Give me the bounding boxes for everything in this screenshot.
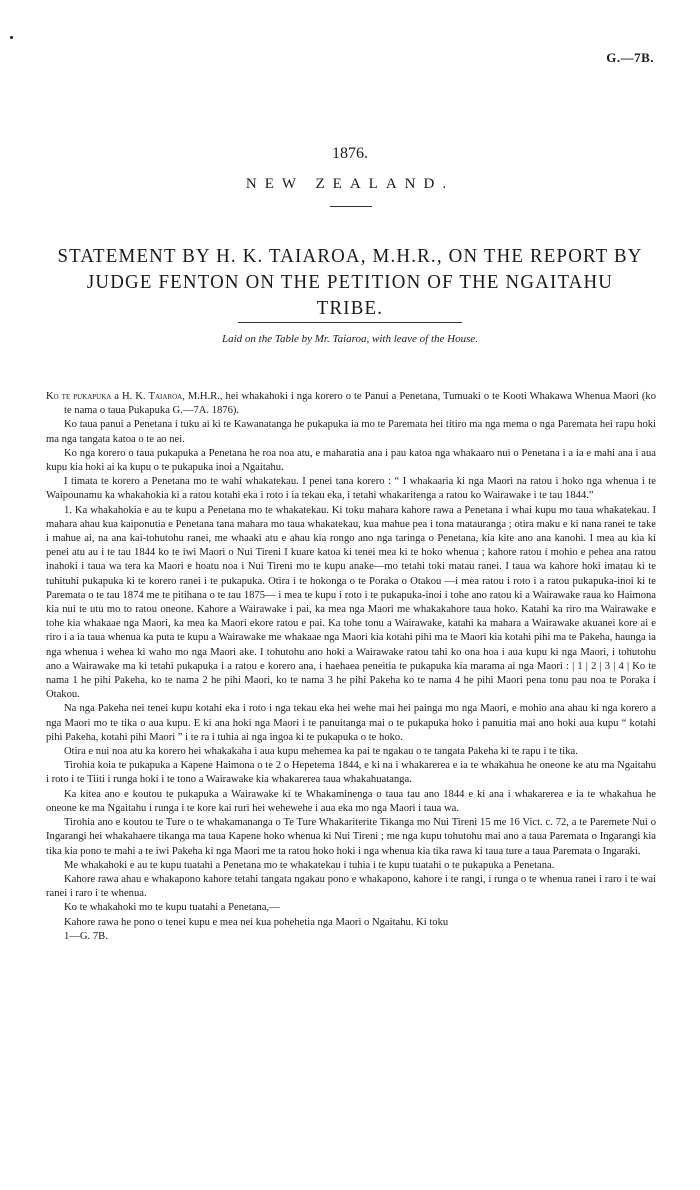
title-line-2: JUDGE FENTON ON THE PETITION OF THE NGAITAHU TRIBE. [86,271,614,319]
paragraph: Na nga Pakeha nei tenei kupu kotahi eka i roto i nga tekau eka hei wehe mai hei painga mo nga Maori, e mohio ana ahau ki nga korero a nga Maori mo te tika o aua kupu. E ki ana hoki nga Maori i te panuitanga mai o te pukapuka hoko i panuitia mai ano hoki aua kupu “ kotahi pihi Pakeha, kotahi pihi Maori ” i te ra i tuhia ai nga ingoa ki te pukapuka o te hoko. [46,703,656,743]
paragraph: Kahore rawa ahau e whakapono kahore tetahi tangata ngakau pono e whakapono, kahore i te rangi, i runga o te whenua ranei i raro i te wai ranei i raro i te whenua. [46,873,656,900]
paragraph: Ko taua panui a Penetana i tuku ai ki te Kawanatanga he pukapuka ia mo te Paremata hei titiro ma nga mema o nga Paremata hei rapu hoki ma nga tangata katoa o te ao nei. [46,419,656,445]
document-body [46,390,656,944]
paragraph: Tirohia ano e koutou te Ture o te whakamananga o Te Ture Whakariterite Tikanga mo Nui Tireni 15 me 16 Vict. c. 72, a te Paremete Nui o Ingarangi hei whakahaere tikanga ma taua Kapene hoko whenua ki Nui Tireni ; me nga kupu tohutohu mai ano a taua Paremata o Ingarangi kia tika kia pono te mahi a te iwi Pakeha ki nga Maori me ta ratou hoko hoki i nga whenua kia tika rawa ki taua ture a taua Paremata o Ingaraki. [46,817,656,857]
paragraph: Kahore rawa he pono o tenei kupu e mea nei kua pohehetia nga Maori o Ngaitahu. Ki toku [64,916,449,928]
paragraph: I timata te korero a Penetana mo te wahi whakatekau. I penei tana korero : “ I whakaaria ki nga Maori na ratou i hoko nga whenua i te Waipounamu ka whakahokia ki a ratou kotahi eka i roto i ia tekau eka, i tetahi whakaritenga a ratou ko Wairawake i te tau 1844.” [46,476,656,502]
intro-rest: , M.H.R., hei whakahoki i nga korero o te Panui a Penetana, Tumuaki o te Kooti Whakawa Whenua Maori (ko te nama o taua Pukapuka G.—7A. 1876). [64,391,657,417]
document-title [56,243,645,321]
paragraph: Otira e nui noa atu ka korero hei whakakaha i aua kupu mehemea ka pai te ngakau o te tangata Pakeha ki te rapu i te tika. [64,746,578,758]
paragraph: Ko te whakahoki mo te kupu tuatahi a Penetana,— [64,902,280,914]
intro-lead: Ko te pukapuka [46,391,112,402]
intro-paragraph [46,390,656,418]
intro-a-word: a H. K. [111,391,149,402]
paragraph: Ka kitea ano e koutou te pukapuka a Wairawake ki te Whakaminenga o taua tau ano 1844 e ki ana i whakarerea e ia te whakahua he oneone ke ma Ngaitahu i runga i te kore kai ruri hei wehewehe i aua eka mo nga Maori i taua wa. [46,788,656,814]
title-line-1: STATEMENT BY H. K. TAIAROA, M.H.R., ON THE REPORT BY [57,245,643,267]
paragraph: Tirohia koia te pukapuka a Kapene Haimona o te 2 o Hepetema 1844, e ki na i whakarerea e ia te whakahua he oneone ke atu ma Ngaitahu i roto i te Tiiti i runga hoki i te tono a Wairawake kia whakarerea taua whakahuatanga. [46,760,656,786]
divider-long [238,322,462,323]
year: 1876. [332,145,368,162]
country-heading: NEW ZEALAND. [245,176,455,192]
laid-on-table-note: Laid on the Table by Mr. Taiaroa, with leave of the House. [221,333,479,345]
paragraph: 1. Ka whakahokia e au te kupu a Penetana mo te whakatekau. Ki toku mahara kahore rawa a Penetana i whai kupu mo taua whakatekau. I mahara ahau kua kaiponutia e Penetana tana mahara mo taua whakatekau, kua mahue pea i tona matauranga ; otira maku e ki nana ranei te take i mahue ai, na ana kai-tohutohu ranei, me whaaki atu e ahau kia rongo ano nga taringa o Penetana, kia kite ano ana kanohi. I mea au kia ki penei atu au i te tau 1844 ko te iwi Maori o Nui Tireni I kuare katoa ki tenei mea ki te hoko whenua ; kahore ratou i mohio e pehea ana ratou inahoki i taua wa tera ka Maori e hoatu noa i Nui Tireni mo te kupu anake—mo tetahi toki matau ranei. I taua wa kahore hoki imatau ki te tuhituhi pukapuka ki te korero ranei i te pukapuka. Otira i te hokonga o te Poraka o Otakou —i mea ratou i roto i a ratou pukapuka-inoi ki te Paremata o te tau 1874 me te pitihana o te tau 1875— i mea te kupu i roto i te pukapuka-inoi i tohe ano ratou ki a Wairawake raua ko Haimona kia nui te utu mo to ratou oneone. Kahore a Wairawake i pai, ka mea nga Maori me whakakahore taua hoko. Katahi ka riro ma Wairawake e tohe kia whakaae nga Maori, ka mea ka Maori ekore ratou e pai. Ka tohe tonu a Wairawake, katahi ka mahara a Wairawake akuanei kore ai e riro i a ia taua whenua ka puta te kupu a Wairawake me whakaae nga Maori kia kotahi pihi ma te Maori kia kotahi pihi ma te Pakeha, haunga ia nga whenua i wehea ki waho mo nga Maori ake. I tohutohu ano hoki a Wairawake ratou tahi ko ona hoa i aua kupu ki nga Maori, i tohutohu ano a Wairawake ma ki tetahi pukapuka i a ratou e korero ana, i haehaea peneitia te pukapuka kia marama ai nga Maori : | 1 | 2 | 3 | 4 | Ko te nama 1 he pihi Pakeha, ko te nama 2 he pihi Maori, ko te nama 3 he pihi Pakeha ko te nama 4 he pihi Maori pena tonu pau noa te Poraka i Otakou. [46,504,656,701]
paragraph: Ko nga korero o taua pukapuka a Penetana he roa noa atu, e maharatia ana i pau katoa nga whakaaro nui o Penetana i a ia e mahi ana i aua kupu kia hoki ai ka kupu o te pukapuka inoi a Ngaitahu. [46,447,656,474]
paragraph: Me whakahoki e au te kupu tuatahi a Penetana mo te whakatekau i tuhia i te kupu tuatahi o te pukapuka a Penetana. [64,859,555,871]
stray-mark [10,36,13,39]
intro-name: Taiaroa [148,391,183,402]
page-footer: 1—G. 7B. [64,930,108,942]
divider-short [330,206,372,207]
page-reference: G.—7B. [606,50,654,65]
